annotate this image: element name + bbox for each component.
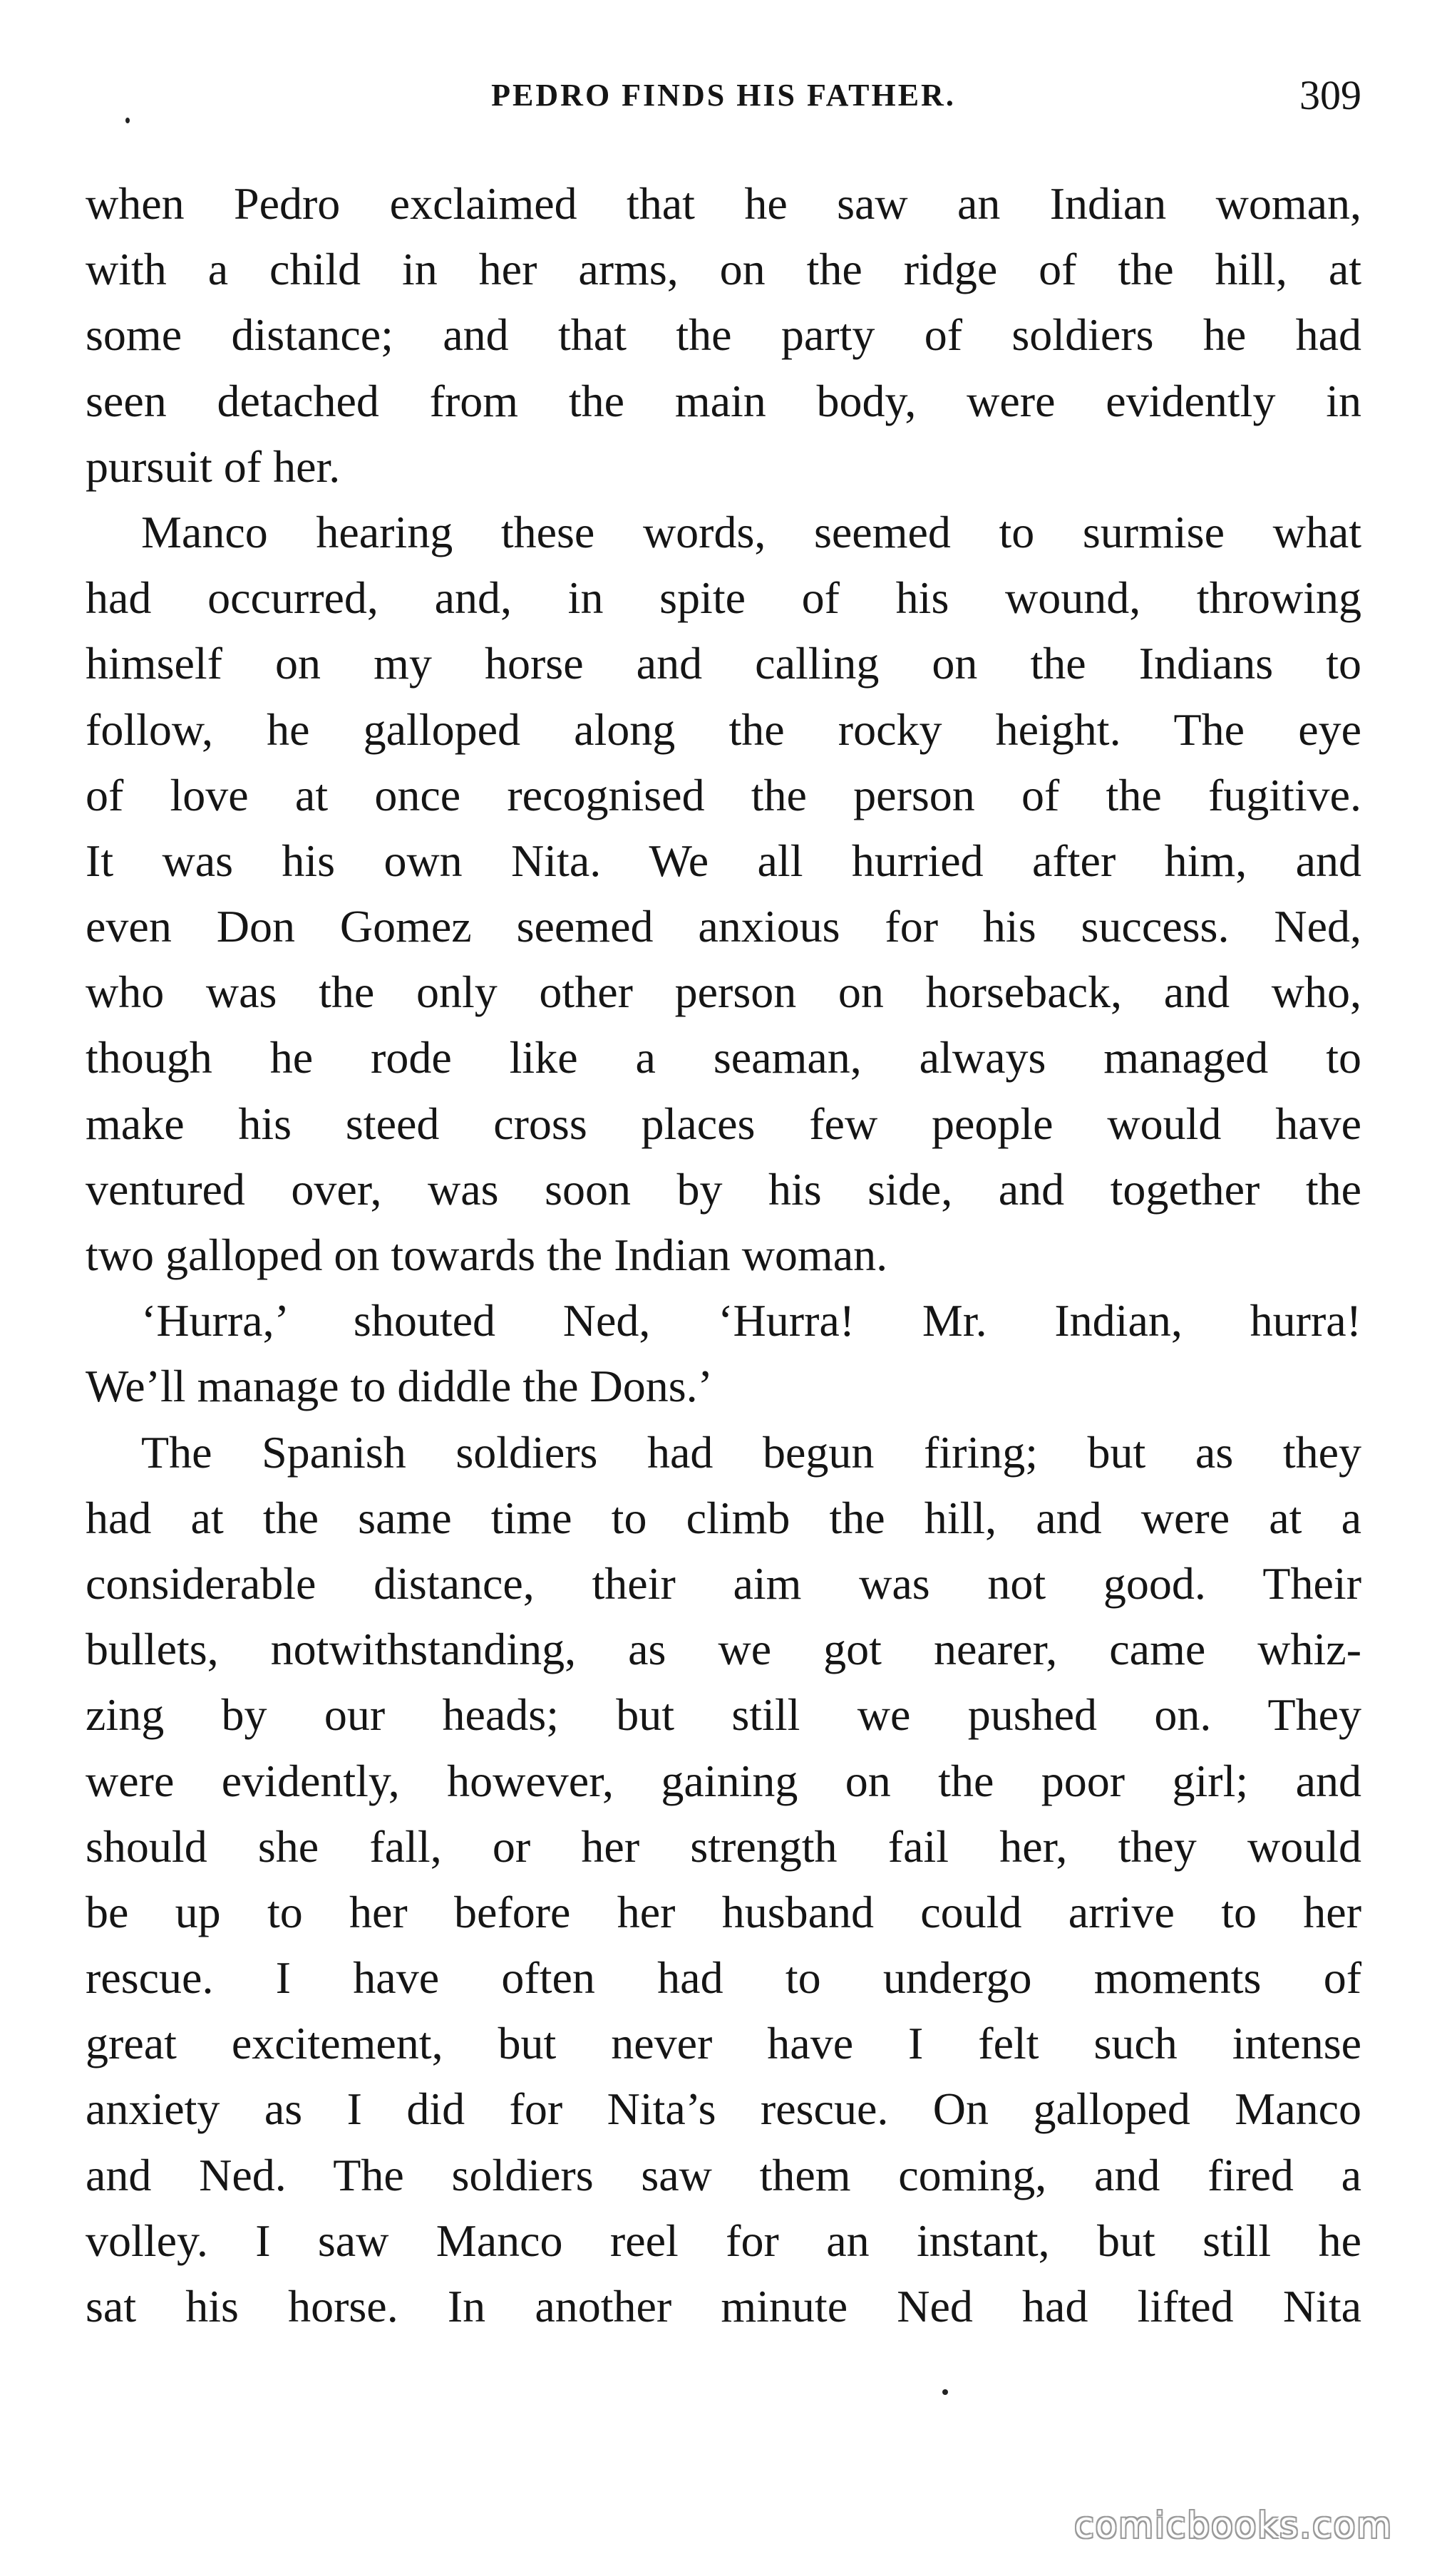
text-line: sat his horse. In another minute Ned had lifted Nita bbox=[86, 2281, 1361, 2332]
paragraph-4 bbox=[86, 1420, 1361, 2340]
text-line: seen detached from the main body, were evidently in bbox=[86, 375, 1361, 426]
text-line: had occurred, and, in spite of his wound, throwing bbox=[86, 572, 1361, 624]
text-line: had at the same time to climb the hill, and were at a bbox=[86, 1492, 1361, 1543]
running-title: PEDRO FINDS HIS FATHER. bbox=[491, 78, 956, 113]
page-number: 309 bbox=[1299, 72, 1361, 118]
text-line: The Spanish soldiers had begun firing; but as they bbox=[141, 1426, 1361, 1478]
text-line: be up to her before her husband could arrive to her bbox=[86, 1886, 1361, 1937]
text-line: when Pedro exclaimed that he saw an Indian woman, bbox=[86, 178, 1361, 229]
text-line: rescue. I have often had to undergo moments of bbox=[86, 1952, 1361, 2004]
text-line: should she fall, or her strength fail her, they would bbox=[86, 1820, 1361, 1872]
text-line: great excitement, but never have I felt such intense bbox=[86, 2018, 1361, 2069]
site-watermark: comicbooks.com bbox=[1074, 2505, 1393, 2546]
text-line: who was the only other person on horseback, and who, bbox=[86, 967, 1361, 1018]
paragraph-3 bbox=[86, 1288, 1361, 1419]
text-line: bullets, notwithstanding, as we got nearer, came whiz- bbox=[86, 1624, 1361, 1675]
text-line: ‘Hurra,’ shouted Ned, ‘Hurra! Mr. Indian, hurra! bbox=[141, 1295, 1361, 1346]
body-text bbox=[86, 171, 1361, 2339]
text-line: zing by our heads; but still we pushed on. They bbox=[86, 1689, 1361, 1741]
text-line: with a child in her arms, on the ridge of the hill, at bbox=[86, 244, 1361, 295]
text-line: Manco hearing these words, seemed to surmise what bbox=[141, 506, 1361, 557]
text-line: two galloped on towards the Indian woman. bbox=[86, 1230, 888, 1280]
text-line: himself on my horse and calling on the Indians to bbox=[86, 638, 1361, 689]
text-line: some distance; and that the party of soldiers he had bbox=[86, 309, 1361, 361]
text-line: volley. I saw Manco reel for an instant, but still he bbox=[86, 2215, 1361, 2266]
text-line: considerable distance, their aim was not good. Their bbox=[86, 1557, 1361, 1609]
text-line: were evidently, however, gaining on the poor girl; and bbox=[86, 1755, 1361, 1806]
text-line: pursuit of her. bbox=[86, 441, 341, 492]
running-head bbox=[86, 72, 1361, 127]
text-line: make his steed cross places few people would have bbox=[86, 1098, 1361, 1149]
text-line: and Ned. The soldiers saw them coming, and fired a bbox=[86, 2149, 1361, 2200]
text-line: anxiety as I did for Nita’s rescue. On galloped Manco bbox=[86, 2083, 1361, 2135]
text-line: follow, he galloped along the rocky height. The eye bbox=[86, 704, 1361, 755]
print-speck bbox=[125, 118, 130, 123]
text-line: though he rode like a seaman, always managed to bbox=[86, 1032, 1361, 1083]
paragraph-2 bbox=[86, 500, 1361, 1288]
paragraph-1 bbox=[86, 171, 1361, 500]
text-line: ventured over, was soon by his side, and together the bbox=[86, 1163, 1361, 1215]
text-line: It was his own Nita. We all hurried after him, and bbox=[86, 835, 1361, 886]
text-line: of love at once recognised the person of the fugitive. bbox=[86, 769, 1361, 820]
print-speck bbox=[942, 2389, 948, 2395]
text-line: We’ll manage to diddle the Dons.’ bbox=[86, 1361, 713, 1412]
text-line: even Don Gomez seemed anxious for his success. Ned, bbox=[86, 901, 1361, 952]
